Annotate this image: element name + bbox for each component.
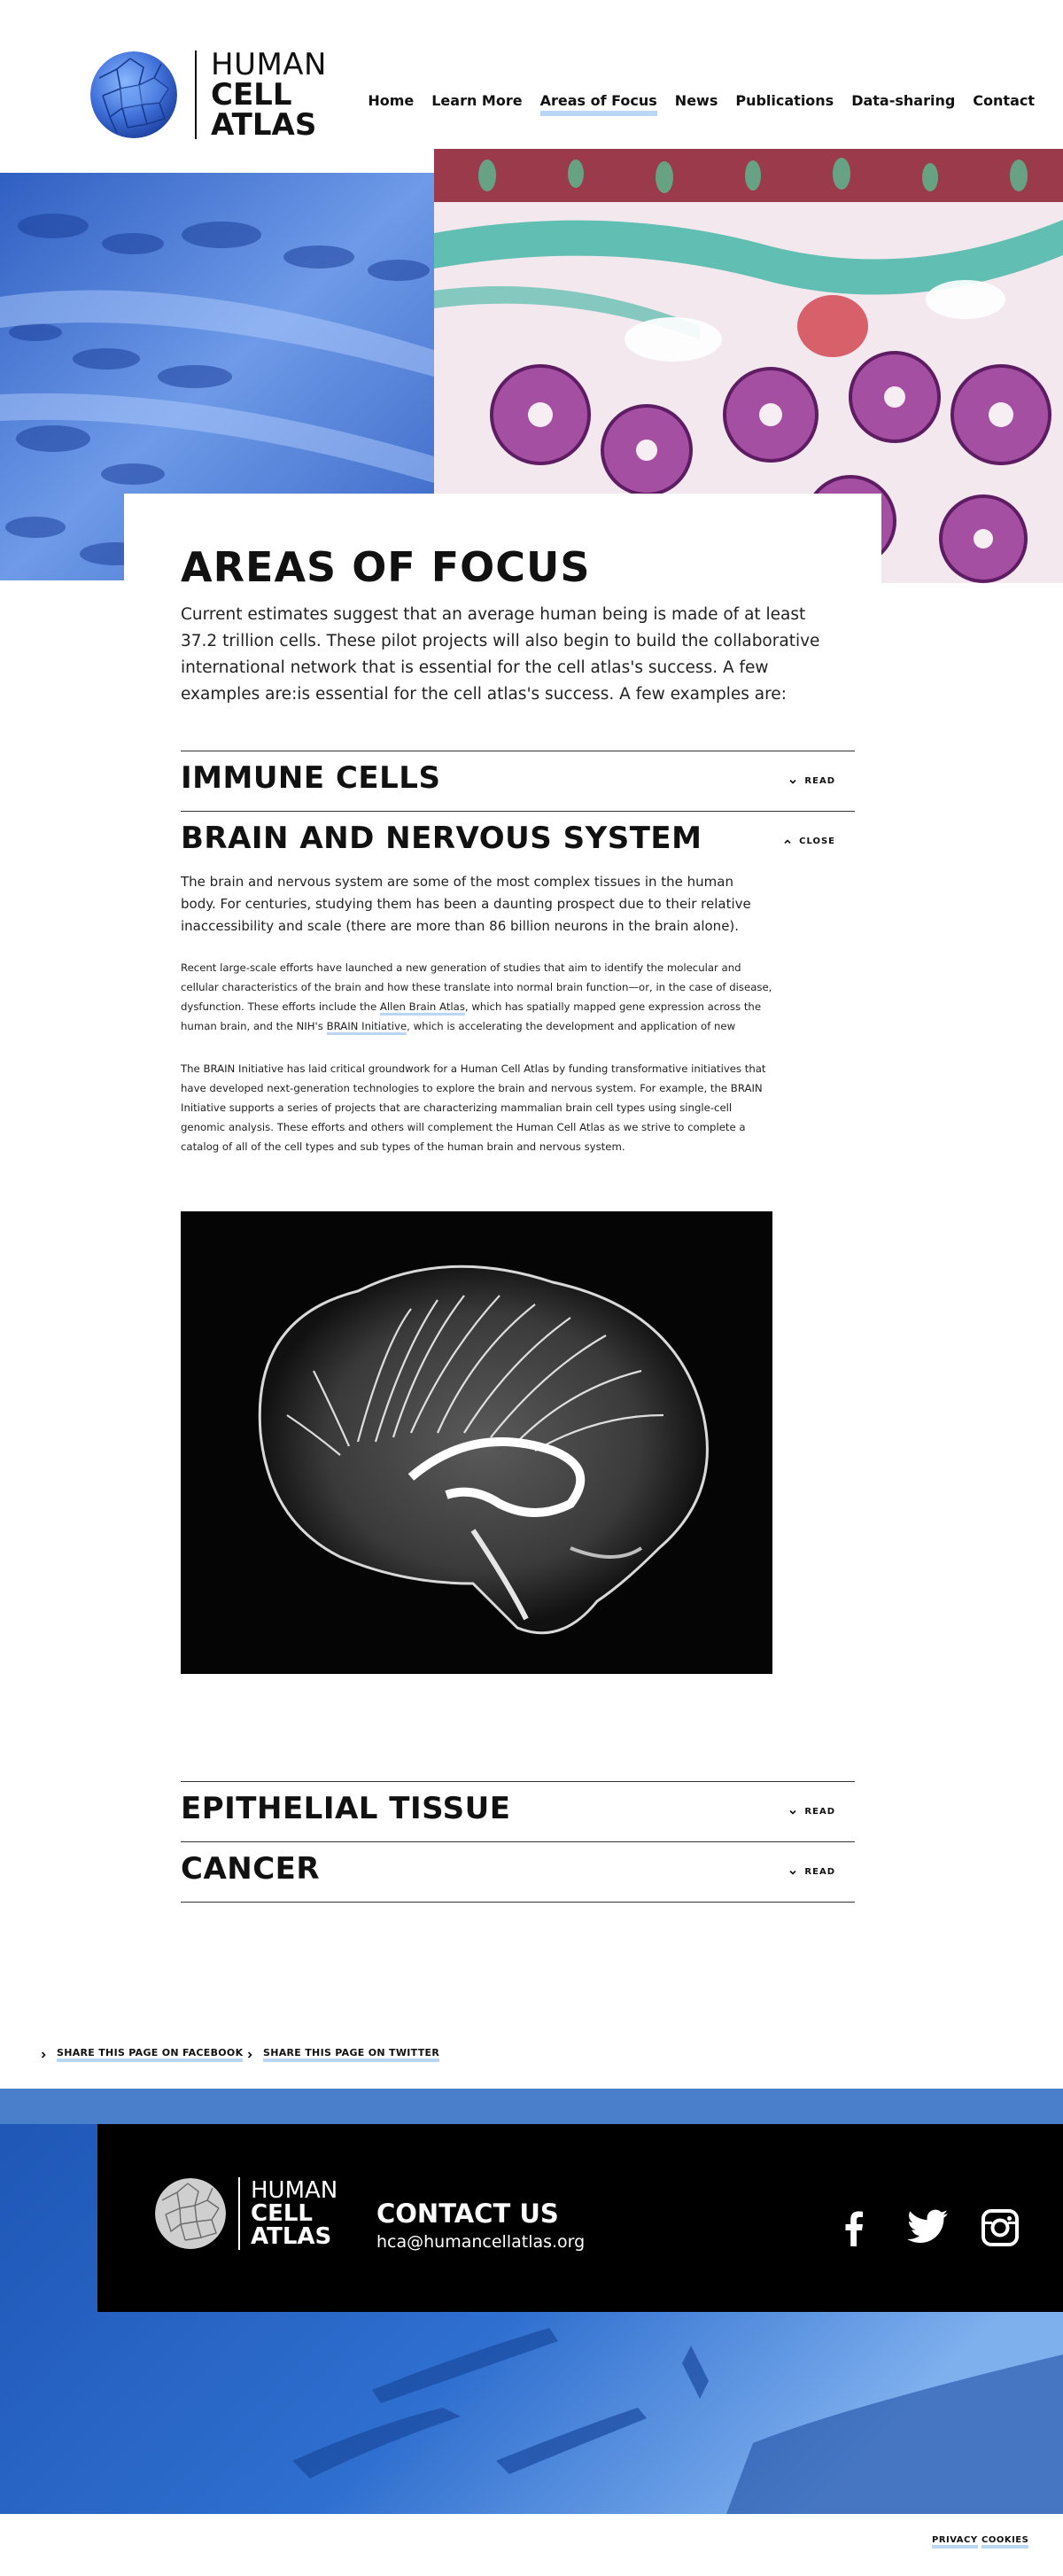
footer-logo[interactable] xyxy=(155,2177,338,2250)
brain-p2-text-a: Recent large-scale efforts have launched a new generation of studies that aim to identify the molecular and cellular characteristics of the brain and how these translate into normal brain function—or, in the case of disease, dysfunction. These efforts include the xyxy=(181,961,772,1013)
brain-mri-image xyxy=(181,1211,772,1674)
accordion-divider xyxy=(181,1902,855,1903)
chevron-up-icon xyxy=(783,837,792,846)
accordion-toggle-label: READ xyxy=(804,776,835,786)
instagram-icon[interactable] xyxy=(982,2209,1019,2251)
brain-p2-text-b: , which has spatially mapped gene expression across the human brain, and the NIH's xyxy=(181,1000,762,1032)
share-twitter[interactable] xyxy=(245,2047,439,2062)
share-facebook-label: SHARE THIS PAGE ON FACEBOOK xyxy=(57,2047,243,2062)
accordion-toggle-epithelial[interactable] xyxy=(788,1807,835,1817)
footer-logo-cell-globe-icon xyxy=(155,2178,226,2249)
content-card xyxy=(124,494,881,1947)
accordion-toggle-label: READ xyxy=(804,1807,835,1817)
footer-logo-wordmark xyxy=(251,2179,338,2248)
logo-line-human: HUMAN xyxy=(211,47,327,82)
accordion-toggle-brain[interactable] xyxy=(783,837,835,846)
accordion-title-immune-cells: IMMUNE CELLS xyxy=(181,760,441,796)
intro-paragraph: Current estimates suggest that an average human being is made of at least 37.2 trillion cells. These pilot projects will also begin to build the collaborative international network that is essential for the cell atlas's success. A few examples are:is essential for the cell atlas's success. A few examples are: xyxy=(181,605,820,704)
site-header xyxy=(0,0,1063,173)
footer-logo-line-cell: CELL xyxy=(251,2200,313,2227)
logo-cell-globe-icon xyxy=(90,51,177,138)
contact-email-link[interactable]: hca@humancellatlas.org xyxy=(376,2232,586,2252)
accordion-epithelial-tissue[interactable] xyxy=(181,1781,855,1841)
brain-paragraph-2 xyxy=(181,958,774,1036)
accordion-toggle-label: READ xyxy=(804,1867,835,1877)
chevron-down-icon xyxy=(788,1808,797,1817)
footer-logo-line-human: HUMAN xyxy=(251,2177,338,2204)
accordion-toggle-cancer[interactable] xyxy=(788,1867,835,1877)
brain-p2-text-c: , which is accelerating the development and application of new xyxy=(407,1020,736,1032)
footer-logo-line-atlas: ATLAS xyxy=(251,2223,332,2250)
page-title: AREAS OF FOCUS xyxy=(181,543,591,591)
brain-paragraph-3: The BRAIN Initiative has laid critical groundwork for a Human Cell Atlas by funding transformative initiatives that have developed next-generation technologies to explore the brain and nervous system. For example, the BRAIN Initiative supports a series of projects that are characterizing mammalian brain cell types using single-cell genomic analysis. These efforts and others will complement the Human Cell Atlas as we strive to complete a catalog of all of the cell types and sub types of the human brain and nervous system. xyxy=(181,1062,766,1153)
chevron-right-icon xyxy=(39,2051,48,2059)
share-twitter-label: SHARE THIS PAGE ON TWITTER xyxy=(263,2047,439,2062)
accordion-immune-cells[interactable] xyxy=(181,751,855,811)
main-nav xyxy=(350,92,1035,116)
privacy-link[interactable]: PRIVACY xyxy=(932,2535,978,2549)
nav-learn-more[interactable]: Learn More xyxy=(431,92,523,109)
brain-lead-paragraph: The brain and nervous system are some of the most complex tissues in the human body. For centuries, studying them has been a daunting prospect due to their relative inaccessibility and scale (there are more than 86 billion neurons in the brain alone). xyxy=(181,874,751,934)
nav-contact[interactable]: Contact xyxy=(973,92,1035,109)
nav-home[interactable]: Home xyxy=(368,92,415,109)
logo-line-atlas: ATLAS xyxy=(211,107,317,143)
chevron-down-icon xyxy=(788,1868,797,1877)
accordion-title-epithelial: EPITHELIAL TISSUE xyxy=(181,1791,511,1826)
contact-title: CONTACT US xyxy=(376,2199,559,2229)
nav-publications[interactable]: Publications xyxy=(735,92,834,109)
link-brain-initiative[interactable]: BRAIN Initiative xyxy=(327,1020,407,1035)
nav-data-sharing[interactable]: Data-sharing xyxy=(851,92,956,109)
logo-line-cell: CELL xyxy=(211,77,292,113)
footer-panel xyxy=(97,2124,1063,2312)
nav-areas-of-focus[interactable]: Areas of Focus xyxy=(540,92,657,116)
accordion-cancer[interactable] xyxy=(181,1841,855,1902)
share-facebook[interactable] xyxy=(39,2047,243,2062)
facebook-icon[interactable] xyxy=(840,2209,866,2251)
accordion-toggle-label: CLOSE xyxy=(799,837,835,846)
logo-divider xyxy=(195,51,197,139)
chevron-right-icon xyxy=(245,2051,254,2059)
link-allen-brain-atlas[interactable]: Allen Brain Atlas xyxy=(380,1000,465,1016)
accordion-title-cancer: CANCER xyxy=(181,1851,321,1887)
chevron-down-icon xyxy=(788,777,797,786)
accordion-title-brain: BRAIN AND NERVOUS SYSTEM xyxy=(181,821,702,856)
twitter-icon[interactable] xyxy=(906,2209,949,2249)
footer-logo-divider xyxy=(238,2177,240,2250)
legal-bar xyxy=(0,2514,1063,2576)
cookies-link[interactable]: COOKIES xyxy=(982,2535,1028,2549)
logo-wordmark xyxy=(211,47,327,143)
site-logo[interactable] xyxy=(90,47,327,143)
nav-news[interactable]: News xyxy=(674,92,718,109)
accordion-brain-nervous-system[interactable] xyxy=(181,811,855,871)
accordion-toggle-immune-cells[interactable] xyxy=(788,776,835,786)
